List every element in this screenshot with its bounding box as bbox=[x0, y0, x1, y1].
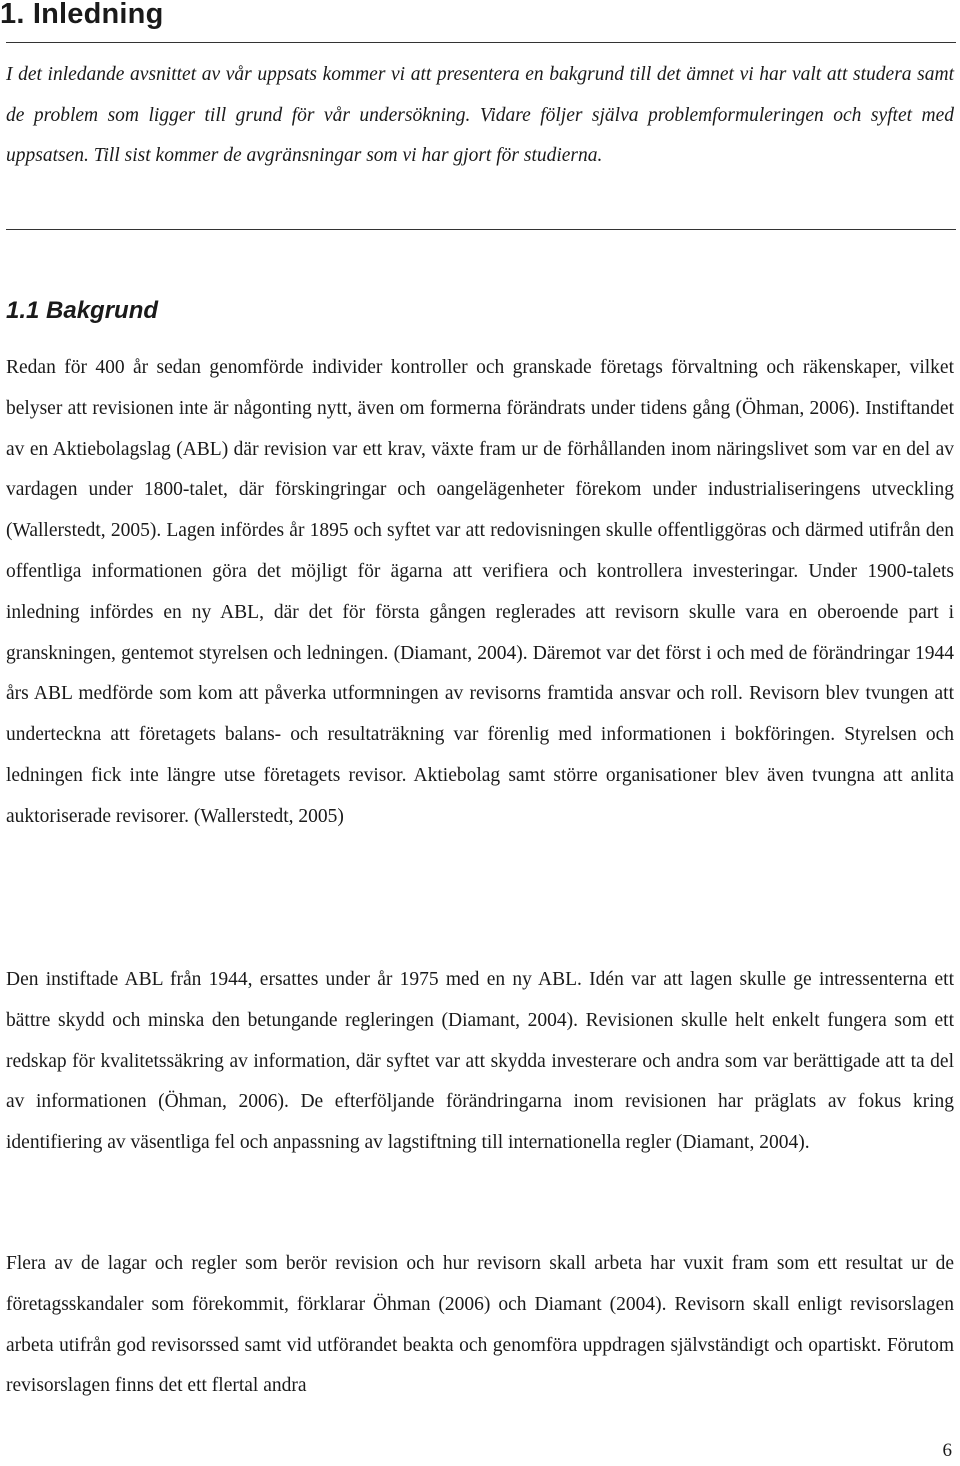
page-number: 6 bbox=[942, 1440, 952, 1461]
body-paragraph-1: Redan för 400 år sedan genomförde individer kontroller och granskade företags förvaltning och räkenskaper, vilket belyser att revisionen inte är någonting nytt, även om formerna förändrats under tidens gång (Öhman, 2006). Instiftandet av en Aktiebolagslag (ABL) där revision var ett krav, växte fram ur de förhållanden inom näringslivet som var en del av vardagen under 1800-talet, där förskingringar och oangelägenheter förekom under industrialiseringens utveckling (Wallerstedt, 2005). Lagen infördes år 1895 och syftet var att redovisningen skulle offentliggöras och därmed utifrån den offentliga informationen göra det möjligt för ägarna att verifiera och kontrollera investeringar. Under 1900-talets inledning infördes en ny ABL, där det för första gången reglerades att revisorn skulle vara en oberoende part i granskningen, gentemot styrelsen och ledningen. (Diamant, 2004). Däremot var det först i och med de förändringar 1944 års ABL medförde som kom att påverka utformningen av revisorns framtida ansvar och roll. Revisorn blev tvungen att underteckna att företagets balans- och resultaträkning var förenlig med informationen i bokföringen. Styrelsen och ledningen fick inte längre utse företagets revisor. Aktiebolag samt större organisationer blev även tvungna att anlita auktoriserade revisorer. (Wallerstedt, 2005) bbox=[6, 357, 954, 827]
section-heading: 1.1 Bakgrund bbox=[6, 297, 159, 324]
intro-text: I det inledande avsnittet av vår uppsats kommer vi att presentera en bakgrund till det ämnet vi har valt att studera samt de problem som ligger till grund för vår undersökning. Vidare följer själva problemformuleringen och syftet med uppsatsen. Till sist kommer de avgränsningar som vi har gjort för studierna. bbox=[6, 64, 954, 166]
body-paragraph-3: Flera av de lagar och regler som berör revision och hur revisorn skall arbeta har vuxit fram som ett resultat ur de företagsskandaler som förekommit, förklarar Öhman (2006) och Diamant (2004). Revisorn skall enligt revisorslagen arbeta utifrån god revisorssed samt vid utförandet beakta och genomföra uppdragen självständigt och opartiskt. Förutom revisorslagen finns det ett flertal andra bbox=[6, 1253, 954, 1397]
body-paragraph-2: Den instiftade ABL från 1944, ersattes under år 1975 med en ny ABL. Idén var att lagen skulle ge intressenterna ett bättre skydd och minska den betungande regleringen (Diamant, 2004). Revisionen skulle helt enkelt fungera som ett redskap för kvalitetssäkring av information, där syftet var att skydda investerare och andra som var berättigade att ta del av informationen (Öhman, 2006). De efterföljande förändringarna inom revisionen har präglats av fokus kring identifiering av väsentliga fel och anpassning av lagstiftning till internationella regler (Diamant, 2004). bbox=[6, 969, 954, 1154]
chapter-heading: 1. Inledning bbox=[0, 0, 164, 30]
divider-bottom bbox=[6, 229, 956, 230]
divider-top bbox=[6, 42, 956, 43]
